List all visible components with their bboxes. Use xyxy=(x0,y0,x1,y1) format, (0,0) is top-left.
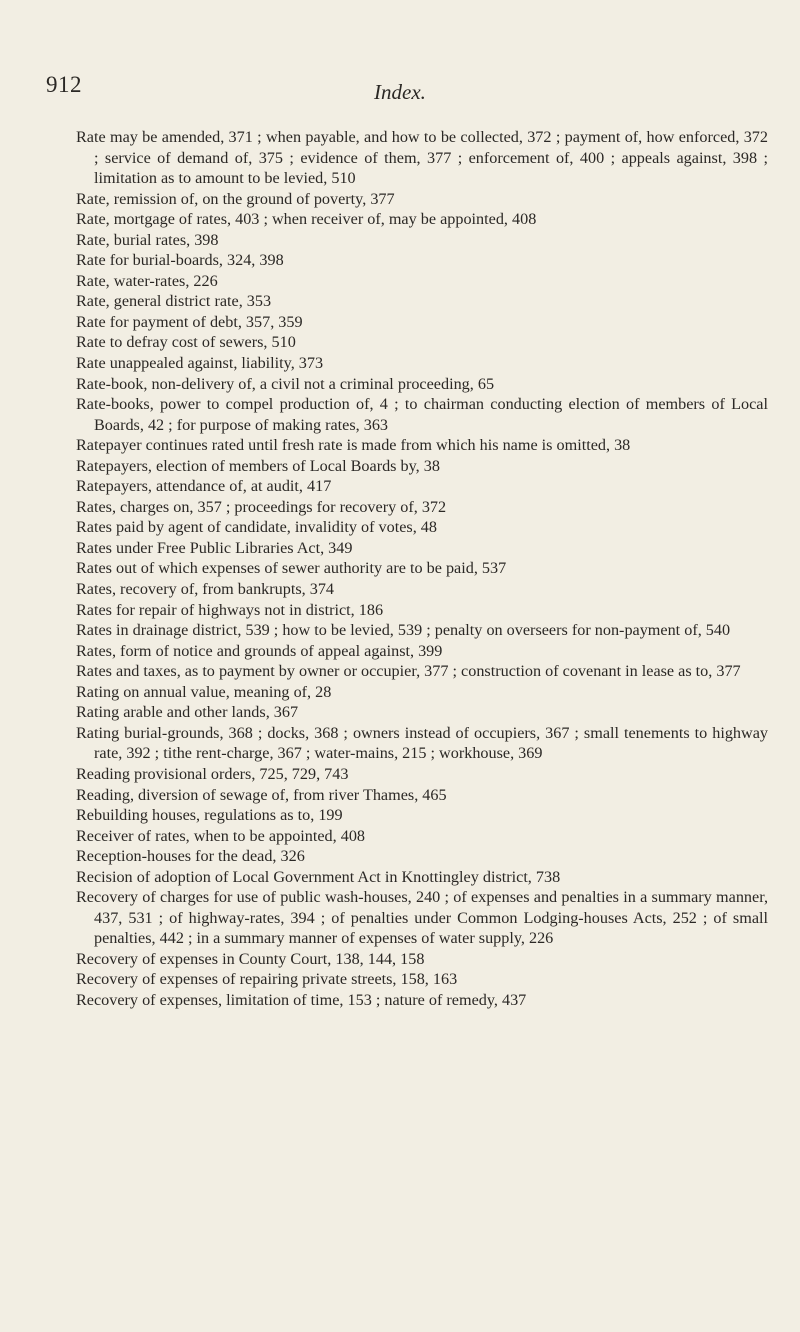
index-entry: Receiver of rates, when to be appointed, 408 xyxy=(76,826,366,845)
index-entry: Rate unappealed against, liability, 373 xyxy=(76,354,324,373)
index-entry: Rate, water-rates, 226 xyxy=(76,271,218,290)
index-entry: Recovery of expenses, limitation of time, 153 ; nature of remedy, 437 xyxy=(76,990,527,1009)
index-entry: Reception-houses for the dead, 326 xyxy=(76,847,305,866)
index-entry: Rebuilding houses, regulations as to, 199 xyxy=(76,806,343,825)
index-entry: Recovery of charges for use of public wash-houses, 240 ; of expenses and penalties in a summary manner, 437, 531 ; of highway-rates, 394 ; of penalties under Common Lodging-houses Acts, 252 ; of small penalties, 442 ; in a summary manner of expenses of water supply, 226 xyxy=(76,888,768,948)
index-entry: Rating arable and other lands, 367 xyxy=(76,703,299,722)
index-entry: Rate, mortgage of rates, 403 ; when receiver of, may be appointed, 408 xyxy=(76,210,537,229)
index-entry: Ratepayers, election of members of Local Boards by, 38 xyxy=(76,456,440,475)
index-entry: Recovery of expenses of repairing private streets, 158, 163 xyxy=(76,970,458,989)
index-entry: Rates, recovery of, from bankrupts, 374 xyxy=(76,580,335,599)
index-entry: Rate-book, non-delivery of, a civil not a criminal proceeding, 65 xyxy=(76,374,495,393)
index-entry: Rating burial-grounds, 368 ; docks, 368 ; owners instead of occupiers, 367 ; small tenements to highway rate, 392 ; tithe rent-charge, 367 ; water-mains, 215 ; workhouse, 369 xyxy=(76,723,768,763)
index-entry: Rating on annual value, meaning of, 28 xyxy=(76,682,332,701)
index-entry: Reading provisional orders, 725, 729, 743 xyxy=(76,764,349,783)
index-entry: Rates paid by agent of candidate, invalidity of votes, 48 xyxy=(76,518,437,537)
index-entry: Rates and taxes, as to payment by owner or occupier, 377 ; construction of covenant in lease as to, 377 xyxy=(76,662,741,681)
index-entry: Recovery of expenses in County Court, 138, 144, 158 xyxy=(76,949,425,968)
running-title: Index. xyxy=(374,80,426,104)
index-entry: Rates under Free Public Libraries Act, 349 xyxy=(76,538,353,557)
index-entry: Rate for burial-boards, 324, 398 xyxy=(76,251,284,270)
index-entry: Rates, form of notice and grounds of appeal against, 399 xyxy=(76,641,443,660)
index-entry: Reading, diversion of sewage of, from river Thames, 465 xyxy=(76,785,447,804)
index-entry: Rates out of which expenses of sewer authority are to be paid, 537 xyxy=(76,559,507,578)
index-entry: Rate to defray cost of sewers, 510 xyxy=(76,333,296,352)
index-entry: Rates, charges on, 357 ; proceedings for recovery of, 372 xyxy=(76,497,447,516)
index-entry: Rates in drainage district, 539 ; how to be levied, 539 ; penalty on overseers for non-payment of, 540 xyxy=(76,621,731,640)
index-entry: Rate, general district rate, 353 xyxy=(76,292,272,311)
index-entry: Ratepayer continues rated until fresh rate is made from which his name is omitted, 38 xyxy=(76,436,631,455)
index-entry: Rate, remission of, on the ground of poverty, 377 xyxy=(76,189,395,208)
index-entry: Ratepayers, attendance of, at audit, 417 xyxy=(76,477,332,496)
index-entry: Rates for repair of highways not in district, 186 xyxy=(76,600,384,619)
index-entry: Rate for payment of debt, 357, 359 xyxy=(76,312,303,331)
page-number: 912 xyxy=(46,72,82,97)
index-entry: Rate-books, power to compel production of, 4 ; to chairman conducting election of members of Local Boards, 42 ; for purpose of making rates, 363 xyxy=(76,395,768,434)
index-entry: Rate, burial rates, 398 xyxy=(76,230,219,249)
index-entry: Rate may be amended, 371 ; when payable, and how to be collected, 372 ; payment of, how enforced, 372 ; service of demand of, 375 ; evidence of them, 377 ; enforcement of, 400 ; appeals against, 398 ; limitation as to amount to be levied, 510 xyxy=(76,128,768,188)
index-entry: Recision of adoption of Local Government Act in Knottingley district, 738 xyxy=(76,867,561,886)
index-entry-list xyxy=(76,127,768,1011)
